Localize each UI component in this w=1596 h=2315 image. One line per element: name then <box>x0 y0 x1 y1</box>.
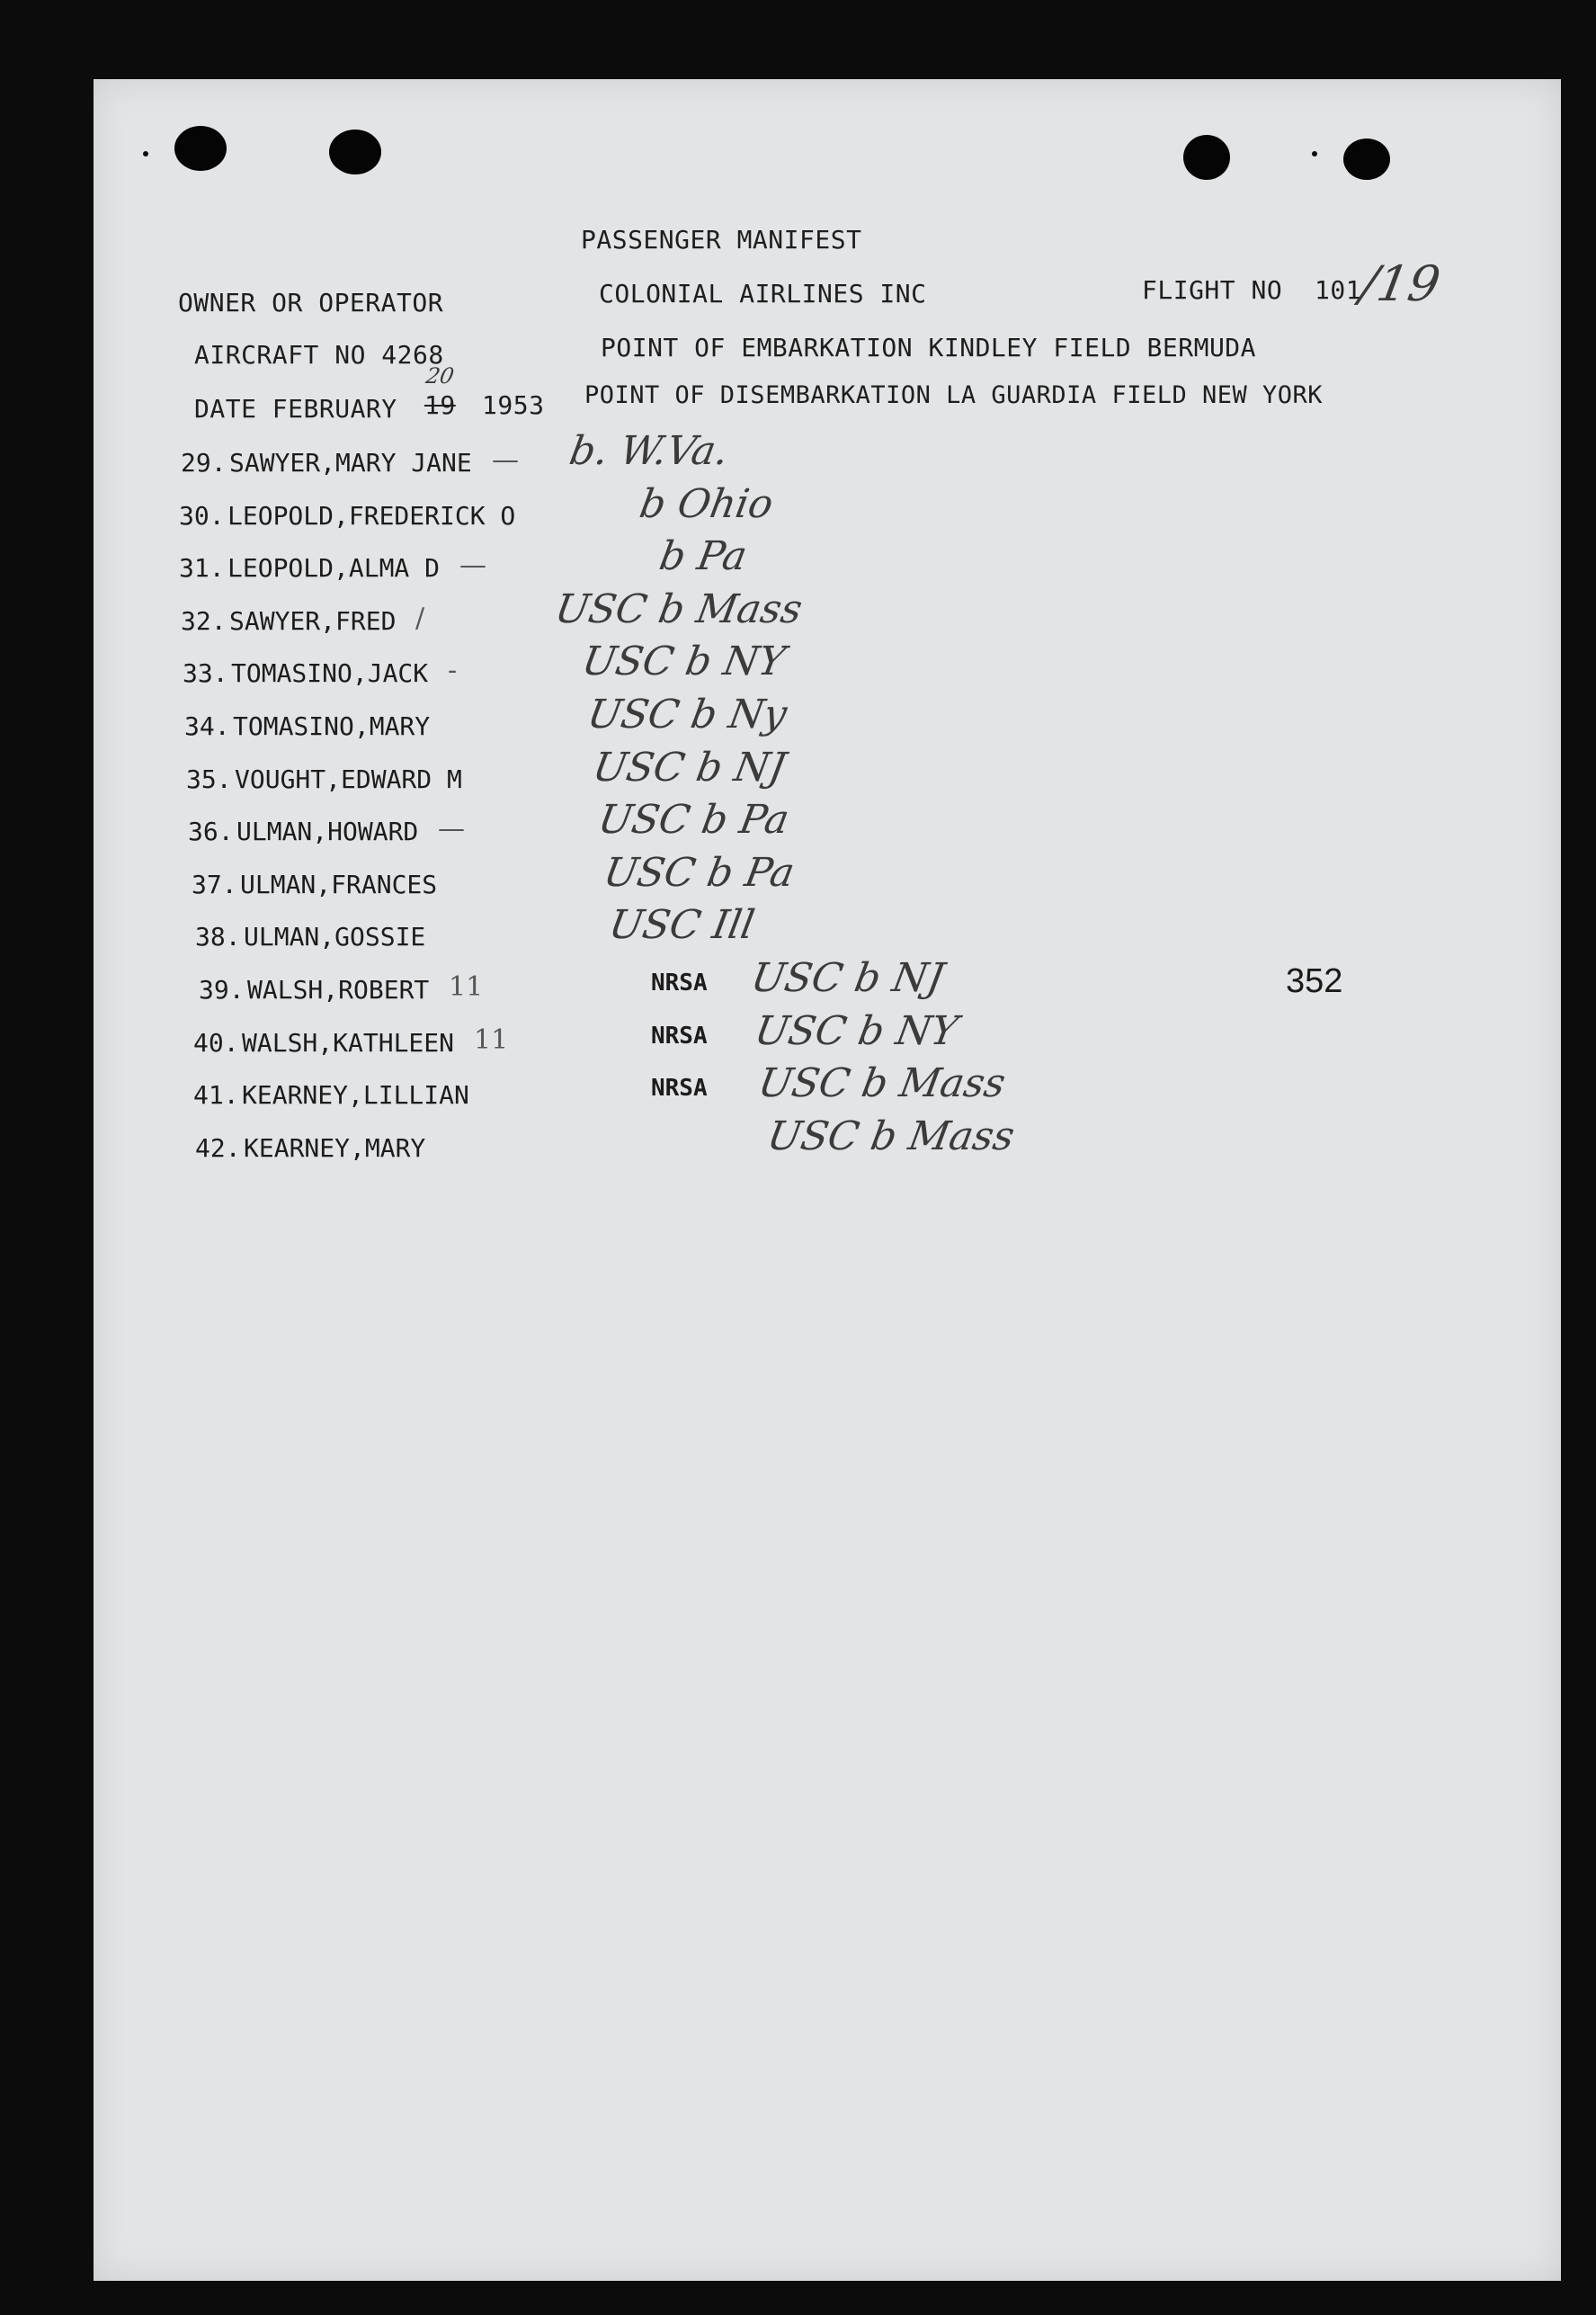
handwritten-note: USC b Pa <box>594 797 793 844</box>
passenger-number: 32. <box>181 605 227 636</box>
passenger-name: LEOPOLD,FREDERICK O <box>227 500 516 531</box>
status-code: NRSA <box>651 1022 708 1050</box>
handwritten-note: USC b Ny <box>584 692 790 737</box>
passenger-name: WALSH,KATHLEEN <box>242 1027 455 1058</box>
passenger-number: 30. <box>179 500 225 531</box>
status-code: NRSA <box>651 1075 708 1103</box>
passenger-name: ULMAN,HOWARD <box>236 817 419 847</box>
handwritten-note: USC b NJ <box>589 744 789 791</box>
handwritten-note: b Ohio <box>636 480 777 527</box>
manifest-sheet <box>94 79 1561 2281</box>
check-mark: 11 <box>474 1023 509 1056</box>
flight-handwritten: /19 <box>1356 255 1445 312</box>
date-label: DATE FEBRUARY <box>194 394 397 424</box>
handwritten-note: USC b NJ <box>747 955 948 1001</box>
status-code: NRSA <box>651 970 708 997</box>
handwritten-note: USC b Mass <box>763 1113 1018 1159</box>
passenger-name: TOMASINO,JACK <box>231 658 429 689</box>
passenger-number: 40. <box>193 1027 239 1058</box>
disembarkation-point: POINT OF DISEMBARKATION LA GUARDIA FIELD NEW YORK <box>584 381 1324 409</box>
aircraft-label: AIRCRAFT NO 4268 <box>194 340 444 370</box>
passenger-number: 29. <box>181 448 227 478</box>
embarkation-point: POINT OF EMBARKATION KINDLEY FIELD BERMUDA <box>601 333 1257 362</box>
passenger-number: 41. <box>193 1080 239 1111</box>
check-mark: / <box>415 602 425 634</box>
manifest-title: PASSENGER MANIFEST <box>581 225 862 255</box>
passenger-number: 34. <box>184 711 230 741</box>
check-mark: - <box>448 655 458 687</box>
punch-hole <box>174 126 227 171</box>
check-mark: — <box>438 813 465 845</box>
flight-number: 101 <box>1315 275 1362 305</box>
passenger-name: ULMAN,GOSSIE <box>244 922 426 952</box>
handwritten-note: USC b Mass <box>754 1060 1009 1107</box>
date-correction: 20 <box>424 363 457 389</box>
check-mark: — <box>492 444 519 476</box>
handwritten-note: USC Ill <box>605 902 758 949</box>
passenger-number: 33. <box>183 658 228 689</box>
passenger-number: 36. <box>188 817 234 847</box>
handwritten-note: USC b NY <box>578 639 789 685</box>
owner-label: OWNER OR OPERATOR <box>178 288 444 317</box>
handwritten-note: b. W.Va. <box>566 428 733 474</box>
passenger-name: KEARNEY,LILLIAN <box>242 1080 469 1111</box>
passenger-number: 31. <box>179 553 225 584</box>
passenger-number: 42. <box>195 1132 241 1163</box>
page-number: 352 <box>1286 962 1343 1000</box>
passenger-name: ULMAN,FRANCES <box>240 869 438 899</box>
passenger-number: 38. <box>195 922 241 952</box>
passenger-name: VOUGHT,EDWARD M <box>235 764 462 794</box>
passenger-number: 37. <box>192 869 237 899</box>
date-year: 1953 <box>482 390 545 420</box>
date-struck-day: 19 <box>424 390 456 420</box>
handwritten-note: b Pa <box>655 533 751 580</box>
passenger-name: KEARNEY,MARY <box>244 1132 426 1163</box>
flight-label: FLIGHT NO <box>1142 275 1283 305</box>
passenger-name: SAWYER,FRED <box>229 605 397 636</box>
handwritten-note: USC b Mass <box>551 585 806 632</box>
passenger-number: 35. <box>186 764 232 794</box>
check-mark: 11 <box>449 971 484 1003</box>
ink-speck <box>1312 151 1317 156</box>
passenger-name: TOMASINO,MARY <box>233 711 431 741</box>
punch-hole <box>329 130 381 174</box>
handwritten-note: USC b NY <box>751 1007 962 1054</box>
passenger-name: SAWYER,MARY JANE <box>229 448 472 478</box>
passenger-name: WALSH,ROBERT <box>247 975 430 1005</box>
punch-hole <box>1183 135 1230 180</box>
owner-value: COLONIAL AIRLINES INC <box>599 279 927 308</box>
check-mark: — <box>459 550 486 582</box>
punch-hole <box>1343 139 1390 180</box>
ink-speck <box>143 151 148 156</box>
passenger-number: 39. <box>199 975 245 1005</box>
passenger-name: LEOPOLD,ALMA D <box>227 553 441 584</box>
handwritten-note: USC b Pa <box>600 849 798 896</box>
